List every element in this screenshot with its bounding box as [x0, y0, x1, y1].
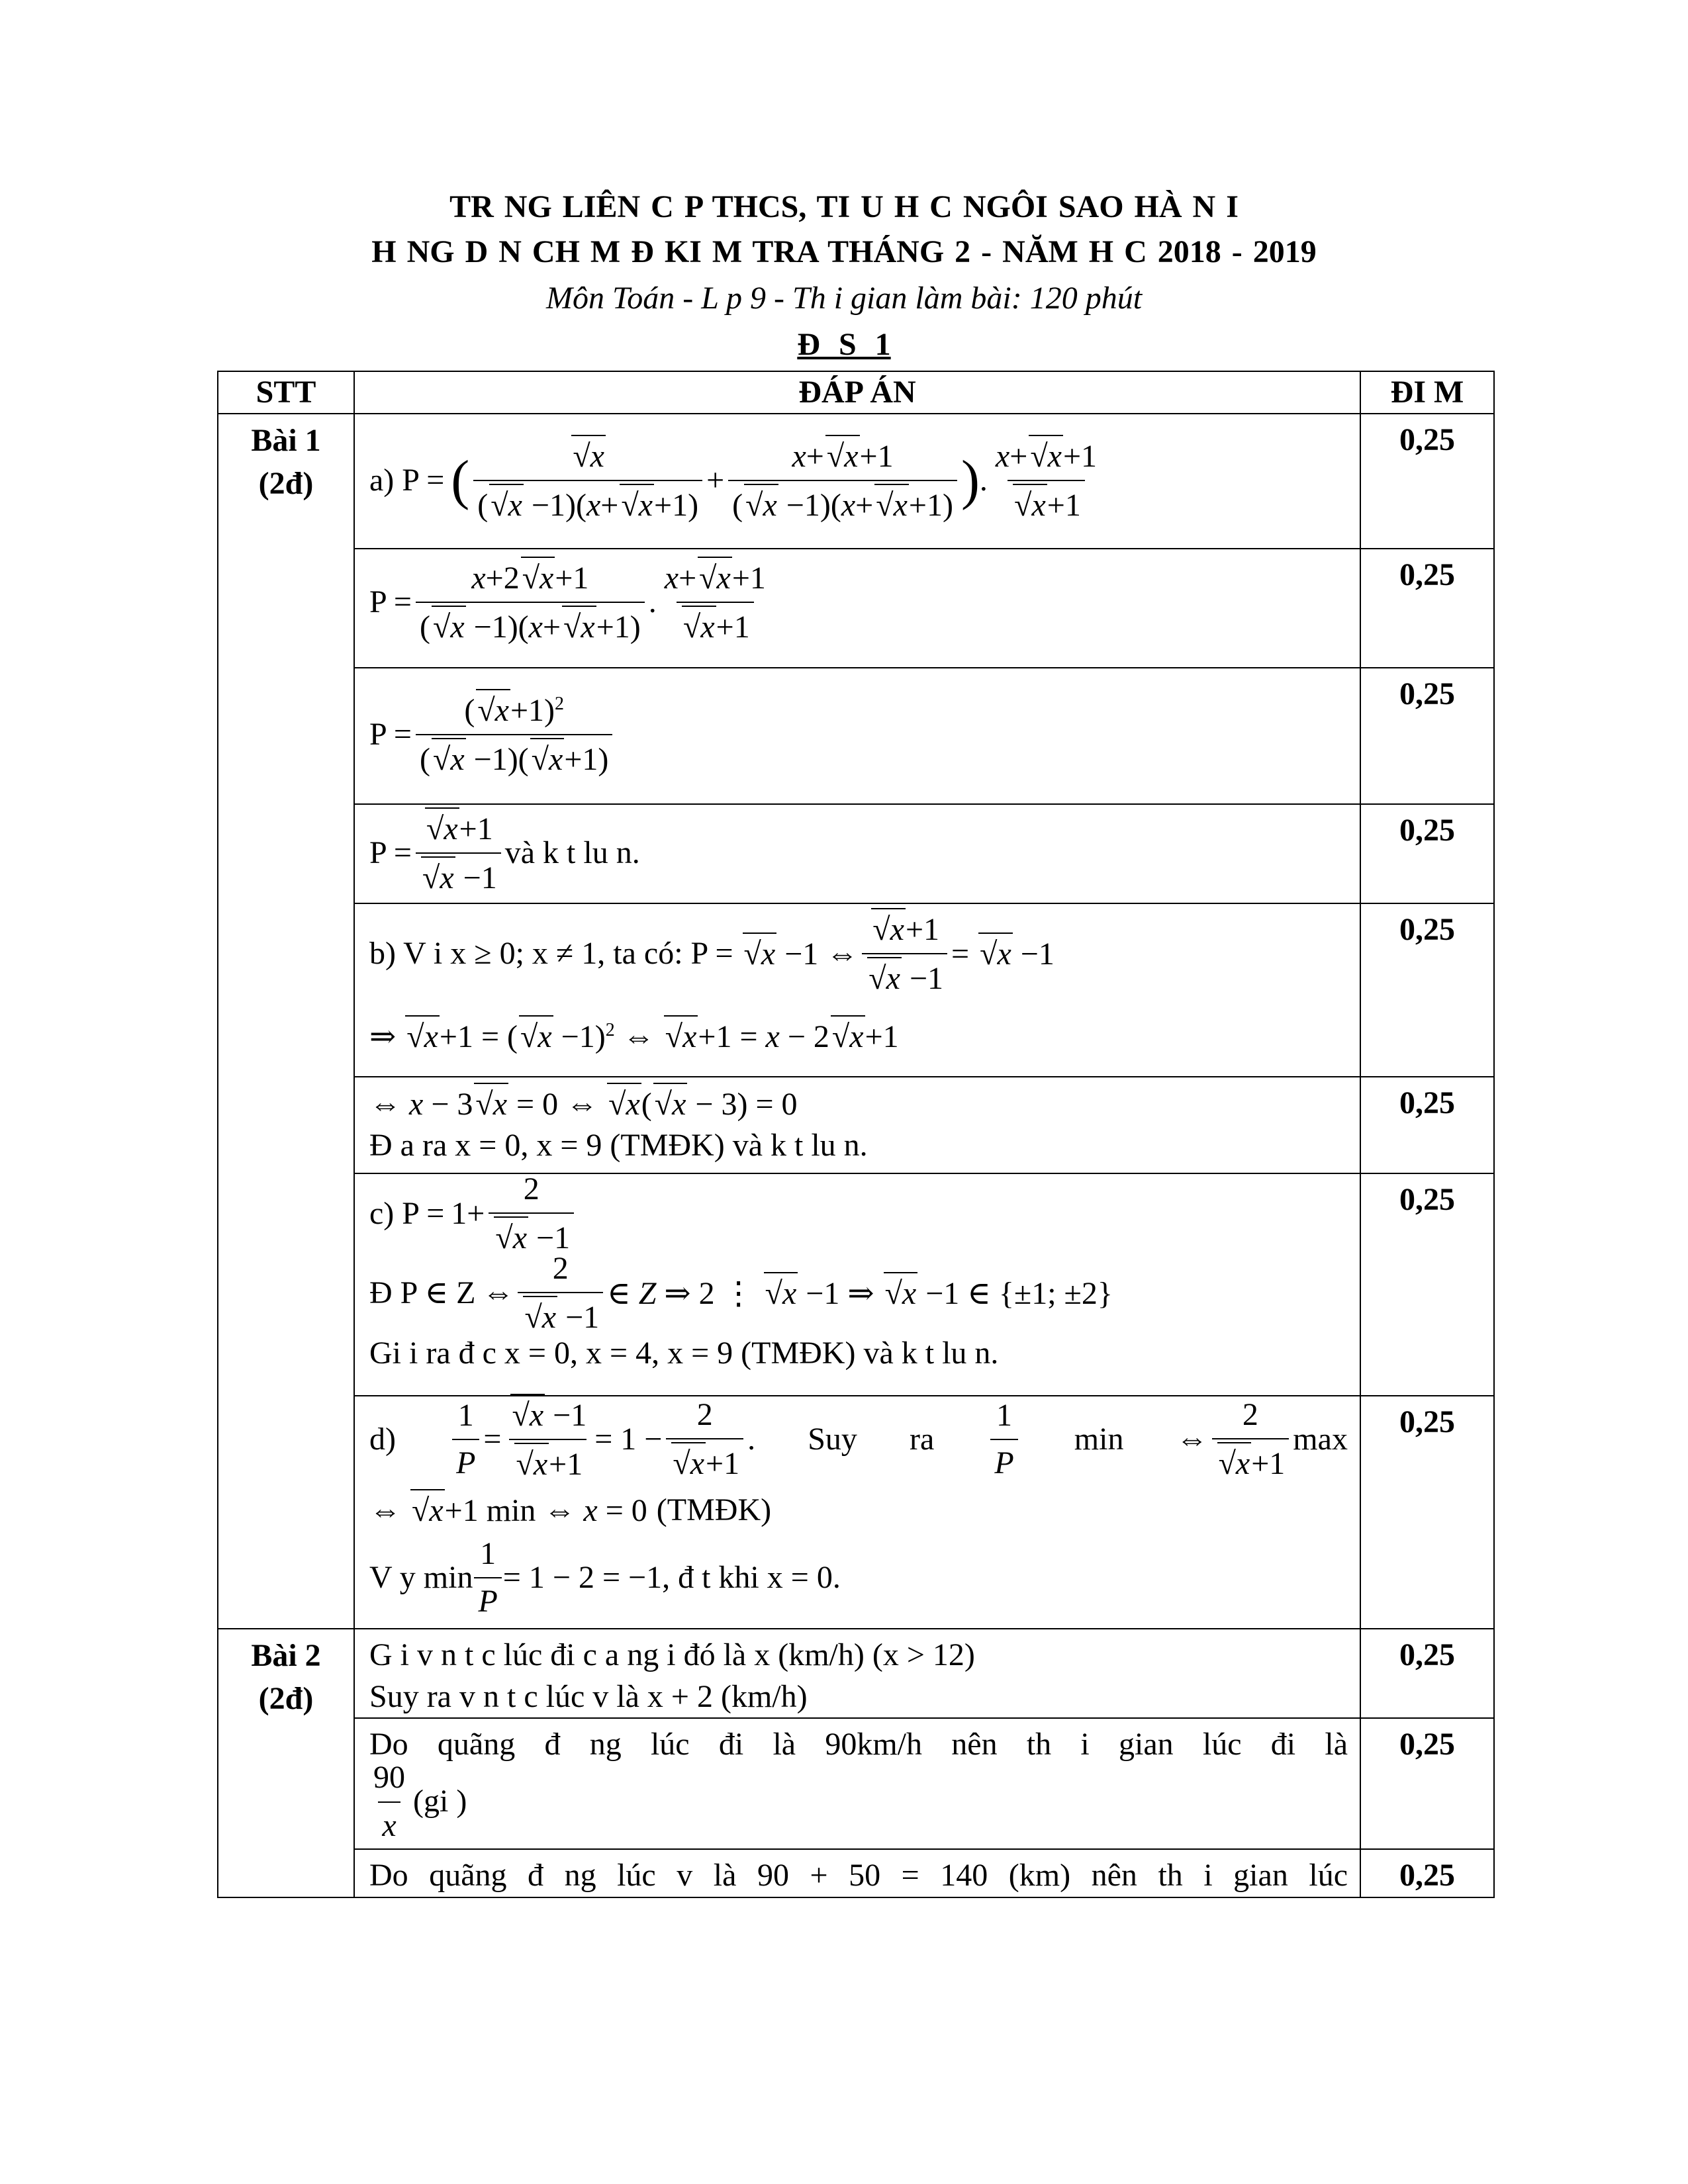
- table-row: [218, 549, 1494, 668]
- score-value: 0,25: [1399, 1727, 1455, 1762]
- score-cell: [1360, 1718, 1494, 1849]
- row-cond: (TMĐK): [656, 1492, 772, 1528]
- exam-number: Đ S 1: [797, 327, 891, 362]
- score-value: 0,25: [1399, 1182, 1455, 1218]
- school-name: TR NG LIÊN C P THCS, TI U H C NGÔI SAO HÀ N I: [449, 189, 1239, 224]
- answer-cell: P = $\frac{x+2√ x+1}{(√ x -1)(x+√ x+1)}$ . x+√ x+1 √ x+1: [354, 549, 1360, 668]
- word-suy: Suy: [808, 1422, 857, 1457]
- score-cell: [1360, 1629, 1494, 1718]
- score-cell: [1360, 668, 1494, 804]
- score-cell: [1360, 1077, 1494, 1173]
- row-line: G i v n t c lúc đi c a ng i đó là x (km/h) (x > 12): [369, 1637, 975, 1673]
- row-line: Đ P ∈ Z: [369, 1275, 476, 1311]
- row-tail: , đ t khi x = 0.: [662, 1560, 841, 1596]
- score-value: 0,25: [1399, 912, 1455, 948]
- row-unit: (gi ): [413, 1784, 467, 1819]
- answer-cell: b) V i x ≥ 0; x ≠ 1, ta có: P = √ x −1 ⇔ √ x+1 √ x −1 = √ x −1 ⇒ √ x+1 = (√ x −1)$^2$ ⇔ √ x+1 = x − 2√ x+1: [354, 903, 1360, 1077]
- answer-cell: ⇔ x − 3√ x = 0 ⇔ √ x(√ x − 3) = 0 Đ a ra x = 0, x = 9 (TMĐK) và k t lu n.: [354, 1077, 1360, 1173]
- bai1-cell: [218, 414, 354, 1629]
- table-row: [218, 1849, 1494, 1897]
- score-cell: [1360, 549, 1494, 668]
- bai1-points: (2đ): [258, 466, 314, 502]
- answer-cell: P = √ x+1 √ x −1 và k t lu n.: [354, 804, 1360, 903]
- score-value: 0,25: [1399, 1637, 1455, 1673]
- bai1-name: Bài 1: [251, 423, 321, 459]
- score-cell: [1360, 903, 1494, 1077]
- bai2-cell: [218, 1629, 354, 1897]
- answer-cell: a) P = ( √ $\frac{x}{(√ x -1)(x+√ x+1)}$ + $\frac{x+√ x+1}{(√ x -1)(x+√ x+1)}$ ) . x+√ x+1 √ x+1: [354, 414, 1360, 549]
- row-vay: V y min: [369, 1560, 473, 1596]
- row-line: Gi i ra đ c x = 0, x = 4, x = 9 (TMĐK) và k t lu n.: [369, 1336, 999, 1371]
- table-row: [218, 668, 1494, 804]
- answer-cell: [354, 1849, 1360, 1897]
- table-row: [218, 1396, 1494, 1629]
- answer-cell: d) $\frac{1}{P}$ = √ x −1 √ x+1 = 1 − 2 √ x+1 . Suy ra $\frac{1}{P}$ min ⇔ 2 √ x+1 max ⇔ √ x+1 min ⇔ x = 0 (TMĐK) V y min $\frac{1}{P}$ = 1 − 2 = −1 , đ t khi x = 0.: [354, 1396, 1360, 1629]
- row-label: a) P =: [369, 463, 445, 498]
- answer-table: [217, 371, 1495, 1898]
- table-header-row: [218, 371, 1494, 414]
- row-label: P =: [369, 835, 412, 871]
- answer-cell: [354, 1629, 1360, 1718]
- word-ra: ra: [909, 1422, 935, 1457]
- score-cell: [1360, 1173, 1494, 1396]
- col-answer-header: ĐÁP ÁN: [354, 371, 1360, 414]
- answer-cell: P = $\frac{(√ x+1)^2}{(√ x -1)(√ x+1)}$: [354, 668, 1360, 804]
- table-row: [218, 1629, 1494, 1718]
- row-line: Do quãng đ ng lúc đi là 90km/h nên th i gian lúc đi là: [369, 1727, 1348, 1762]
- row-label: P =: [369, 717, 412, 752]
- score-value: 0,25: [1399, 1085, 1455, 1121]
- row-tail: và k t lu n.: [504, 835, 640, 871]
- score-cell: [1360, 1849, 1494, 1897]
- row-line: Đ a ra x = 0, x = 9 (TMĐK) và k t lu n.: [369, 1128, 868, 1163]
- table-row: [218, 804, 1494, 903]
- document-subtitle: Môn Toán - L p 9 - Th i gian làm bài: 120 phút: [545, 281, 1143, 316]
- score-value: 0,25: [1399, 1404, 1455, 1440]
- score-value: 0,25: [1399, 676, 1455, 712]
- word-min: min: [1074, 1422, 1124, 1457]
- score-value: 0,25: [1399, 1858, 1455, 1893]
- table-row: [218, 1718, 1494, 1849]
- row-label: d): [369, 1422, 396, 1457]
- table-row: [218, 1077, 1494, 1173]
- answer-cell: c) P = 1+ 2 √ x −1 Đ P ∈ Z ⇔ 2 √ x −1 ∈ Z ⇒ 2 ⋮ √ x −1 ⇒ √ x −1 ∈ {±1; ±2} Gi i ra đ c x = 0, x = 4, x = 9 (TMĐK) và k t lu n.: [354, 1173, 1360, 1396]
- score-value: 0,25: [1399, 557, 1455, 593]
- table-row: [218, 903, 1494, 1077]
- bai2-name: Bài 2: [251, 1638, 321, 1674]
- score-cell: [1360, 1396, 1494, 1629]
- col-stt-header: STT: [218, 371, 354, 414]
- word-max: max: [1293, 1422, 1348, 1457]
- score-cell: [1360, 414, 1494, 549]
- score-value: 0,25: [1399, 422, 1455, 458]
- row-label: P =: [369, 584, 412, 620]
- bai2-points: (2đ): [258, 1681, 314, 1717]
- row-line: Suy ra v n t c lúc v là x + 2 (km/h): [369, 1678, 808, 1714]
- answer-cell: Do quãng đ ng lúc đi là 90km/h nên th i gian lúc đi là $\frac{90}{x}$ (gi ): [354, 1718, 1360, 1849]
- document-title: H NG D N CH M Đ KI M TRA THÁNG 2 - NĂM H C 2018 - 2019: [371, 234, 1317, 269]
- row-line: Do quãng đ ng lúc v là 90 + 50 = 140 (km) nên th i gian lúc: [369, 1858, 1348, 1893]
- row-label: b) V i x ≥ 0; x ≠ 1, ta có: P =: [369, 936, 733, 972]
- row-label: c) P =: [369, 1196, 445, 1232]
- score-value: 0,25: [1399, 813, 1455, 848]
- col-score-header: ĐI M: [1360, 371, 1494, 414]
- score-cell: [1360, 804, 1494, 903]
- table-row: [218, 414, 1494, 549]
- table-row: [218, 1173, 1494, 1396]
